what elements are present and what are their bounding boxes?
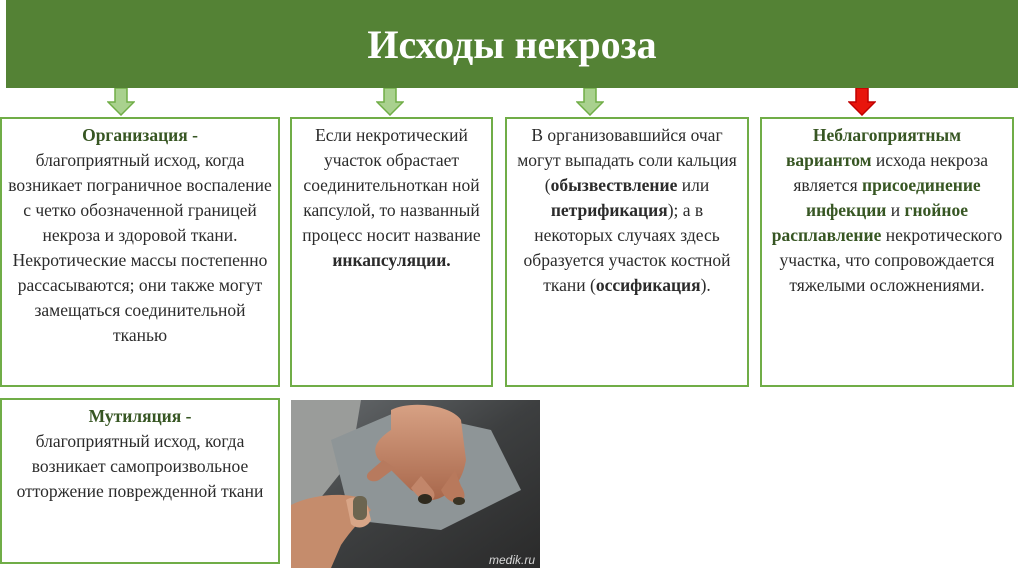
- red-down-arrow-icon: [848, 88, 876, 116]
- down-arrow-icon: [576, 88, 604, 116]
- mutilation-box: [0, 398, 280, 564]
- unfavorable-text-2: и: [886, 200, 905, 220]
- unfavorable-term-2: гнойное расплавление: [771, 200, 968, 245]
- encapsulation-text: Если некротический участок обрастает соединительноткан ной капсулой, то названный процесс носит название: [302, 125, 481, 245]
- unfavorable-text-1: исхода некроза является: [793, 150, 989, 195]
- mutilation-heading: Мутиляция -: [88, 406, 192, 426]
- calcification-term-3: оссификация: [595, 275, 701, 295]
- mutilation-text: благоприятный исход, когда возникает самопроизвольное отторжение поврежденной ткани: [16, 431, 264, 501]
- encapsulation-term: инкапсуляции.: [332, 250, 451, 270]
- calcification-term-2: петрификация: [550, 200, 668, 220]
- organization-text: благоприятный исход, когда возникает пограничное воспаление с четко обозначенной границей некроза и здоровой ткани. Некротические массы постепенно рассасываются; они также могут замещаться соединительной тканью: [8, 150, 272, 345]
- hand-photo-illustration: [291, 400, 540, 568]
- calcification-box: [505, 117, 749, 387]
- calcification-text-2: или: [677, 175, 710, 195]
- title-banner: [6, 0, 1018, 88]
- photo-watermark: medik.ru: [488, 553, 535, 567]
- unfavorable-heading: Неблагоприятным вариантом: [785, 125, 962, 170]
- calcification-text-1: В организовавшийся очаг могут выпадать соли кальция (: [517, 125, 737, 195]
- organization-box: [0, 117, 280, 387]
- down-arrow-icon: [376, 88, 404, 116]
- organization-heading: Организация -: [82, 125, 198, 145]
- calcification-term-1: обызвествление: [550, 175, 678, 195]
- necrosis-hand-photo: [291, 400, 540, 568]
- down-arrow-icon: [107, 88, 135, 116]
- calcification-text-3: ); а в некоторых случаях здесь образуется участок костной ткани (: [523, 200, 731, 295]
- page-title: Исходы некроза: [367, 21, 657, 67]
- unfavorable-term-1: присоединение инфекции: [806, 175, 981, 220]
- unfavorable-text-3: некротического участка, что сопровождается тяжелыми осложнениями.: [779, 225, 1003, 295]
- calcification-text-4: ).: [700, 275, 711, 295]
- unfavorable-box: [760, 117, 1014, 387]
- encapsulation-box: [290, 117, 493, 387]
